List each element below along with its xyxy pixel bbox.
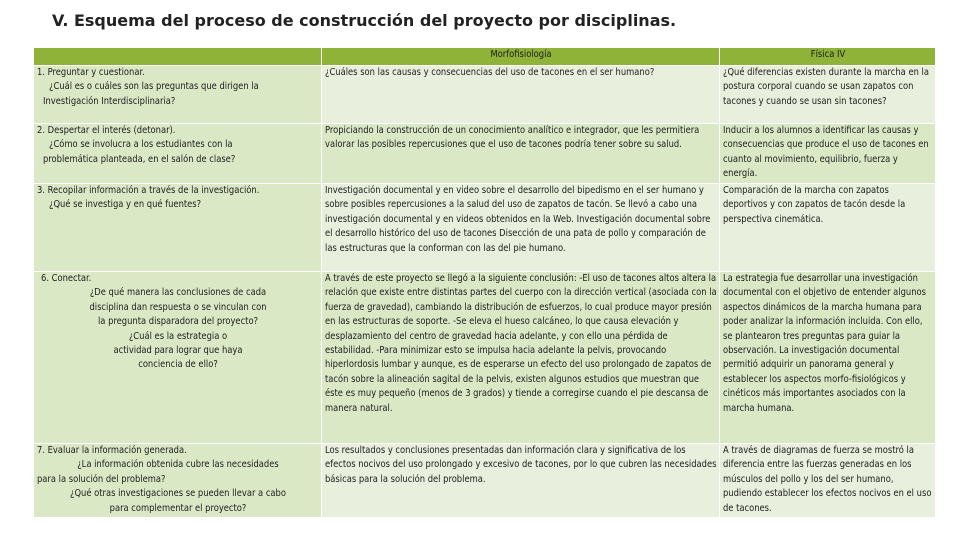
question-line: ¿La información obtenida cubre las necesidades bbox=[77, 459, 279, 471]
question-line: actividad para lograr que haya bbox=[113, 345, 243, 357]
table-row bbox=[34, 66, 936, 124]
question-line: ¿Cuál es la estrategia o bbox=[128, 330, 228, 342]
morfo-cell: Los resultados y conclusiones presentadas dan información clara y significativa de los efectos nocivos del uso prolongado y excesivo de tacones, por lo que cubren las necesidades básicas para la solución del problema. bbox=[322, 444, 720, 518]
question-line: ¿De qué manera las conclusiones de cada bbox=[89, 287, 267, 299]
fisica-cell: La estrategia fue desarrollar una investigación documental con el objetivo de entender algunos aspectos dinámicos de la marcha humana para poder analizar la información incluida. Con ello, se plantearon tres preguntas para guiar la observación. La investigación documental permitió adquirir un panorama general y establecer los aspectos morfo-fisiológicos y cinéticos más importantes asociados con la marcha humana. bbox=[720, 272, 936, 444]
question-line: ¿Cuál es o cuáles son las preguntas que dirigen la bbox=[49, 81, 259, 93]
table-row bbox=[34, 184, 936, 272]
morfo-cell: Propiciando la construcción de un conocimiento analítico e integrador, que les permitiera valorar las posibles repercusiones que el uso de tacones podría tener sobre su salud. bbox=[322, 124, 720, 184]
fisica-cell: A través de diagramas de fuerza se mostró la diferencia entre las fuerzas generadas en los músculos del pollo y los del ser humano, pudiendo establecer los efectos nocivos en el uso de tacones. bbox=[720, 444, 936, 518]
morfo-cell: ¿Cuáles son las causas y consecuencias del uso de tacones en el ser humano? bbox=[322, 66, 720, 124]
table-row bbox=[34, 272, 936, 444]
question-line: para complementar el proyecto? bbox=[109, 502, 247, 514]
header-row bbox=[34, 48, 936, 66]
fisica-cell: ¿Qué diferencias existen durante la marcha en la postura corporal cuando se usan zapatos con tacones y cuando se usan sin tacones? bbox=[720, 66, 936, 124]
fisica-cell: Comparación de la marcha con zapatos deportivos y con zapatos de tacón desde la perspectiva cinemática. bbox=[720, 184, 936, 272]
question-line: para la solución del problema? bbox=[37, 473, 166, 485]
question-line: la pregunta disparadora del proyecto? bbox=[97, 316, 259, 328]
question-cell bbox=[34, 444, 322, 518]
morfo-cell: A través de este proyecto se llegó a la siguiente conclusión: -El uso de tacones altos altera la relación que existe entre distintas partes del cuerpo con la dirección vertical (asociada con la fuerza de gravedad), cambiando la distribución de esfuerzos, lo cual produce mayor presión en las estructuras de soporte. -Se eleva el hueso calcáneo, lo que causa elevación y desplazamiento del centro de gravedad hacia adelante, y con ello una pérdida de estabilidad. -Para minimizar esto se impulsa hacia adelante la pelvis, provocando hiperlordosis lumbar y aunque, es de esperarse un efecto del uso prolongado de zapatos de tacón sobre la alineación sagital de la pelvis, existen algunos estudios que muestran que éste es muy pequeño (menos de 3 grados) y tiende a corregirse cuando el pie descansa de manera natural. bbox=[322, 272, 720, 444]
question-line: 1. Preguntar y cuestionar. bbox=[37, 67, 145, 78]
morfo-cell: Investigación documental y en video sobre el desarrollo del bipedismo en el ser humano y sobre posibles repercusiones a la salud del uso de zapatos de tacón. Se llevó a cabo una investigación documental y en videos obtenidos en la Web. Investigación documental sobre el desarrollo histórico del uso de tacones Disección de una pata de pollo y comparación de las estructuras que la conforman con las del pie humano. bbox=[322, 184, 720, 272]
table-row bbox=[34, 124, 936, 184]
question-cell bbox=[34, 272, 322, 444]
question-line: disciplina dan respuesta o se vinculan con bbox=[89, 301, 267, 313]
question-line: conciencia de ello? bbox=[138, 359, 218, 371]
header-morfofisiologia: Morfofisiología bbox=[322, 48, 720, 66]
question-line: ¿Qué otras investigaciones se pueden llevar a cabo bbox=[70, 488, 286, 500]
question-line: 7. Evaluar la información generada. bbox=[37, 445, 187, 456]
question-line: 3. Recopilar información a través de la investigación. bbox=[37, 185, 260, 196]
question-line: problemática planteada, en el salón de clase? bbox=[43, 153, 236, 165]
fisica-cell: Inducir a los alumnos a identificar las causas y consecuencias que produce el uso de tacones en cuanto al movimiento, equilibrio, fuerza y energía. bbox=[720, 124, 936, 184]
header-fisica-iv: Física IV bbox=[720, 48, 936, 66]
page-title: V. Esquema del proceso de construcción del proyecto por disciplinas. bbox=[52, 11, 677, 30]
question-cell bbox=[34, 66, 322, 124]
question-cell bbox=[34, 124, 322, 184]
question-line: ¿Cómo se involucra a los estudiantes con la bbox=[49, 139, 233, 151]
question-line: ¿Qué se investiga y en qué fuentes? bbox=[49, 199, 202, 211]
header-blank bbox=[34, 48, 322, 66]
table-row bbox=[34, 444, 936, 518]
question-line: Investigación Interdisciplinaria? bbox=[43, 95, 176, 107]
question-line: 2. Despertar el interés (detonar). bbox=[37, 125, 176, 136]
question-cell bbox=[34, 184, 322, 272]
discipline-table bbox=[33, 47, 936, 518]
question-line: 6. Conectar. bbox=[41, 273, 92, 284]
